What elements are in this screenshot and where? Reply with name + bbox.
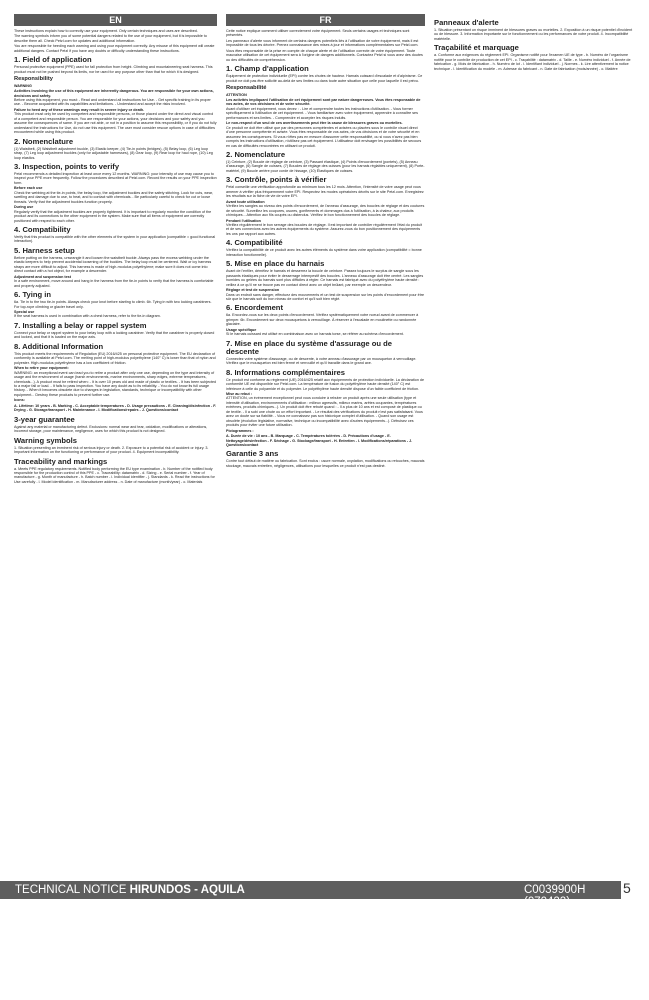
paragraph: WARNING: an exceptional event can lead you to retire a product after only one use, depending on the type and intensity of usage and the environment of usage (harsh environments, marine environments, sharp edges, extreme temperatures, chemicals...). A product must be retired when: - It is over 10 years old and made of plastic or textiles. - It has been subjected to a major fall or load. - It fails to pass inspection. You have any doubt as to its reliability. - You do not know its full usage history. - When it becomes obsolete due to changes in legislation, standards, technique or incompatibility with other equipment... Destroy these products to prevent further use. — [14, 370, 217, 397]
bold-text: When to retire your equipment: — [14, 366, 69, 371]
french-content — [226, 29, 425, 468]
paragraph: Petzl recommends a detailed inspection at least once every 12 months. WARNING: your intensity of use may cause you to inspect your PPE more frequently. Follow the procedures described at Petzl.com. Record the results on your PPE inspection form. — [14, 172, 217, 185]
bold-text: Les activités impliquant l'utilisation de cet équipement sont par nature dangereuses. Vous êtes responsable de vos actes, de vos décisions et de votre sécurité. — [226, 98, 421, 107]
footer-bar — [0, 881, 649, 908]
section-title: Warning symbols — [14, 435, 78, 445]
paragraph: Équipement de protection individuelle (EPI) contre les chutes de hauteur. Harnais cuissard d'escalade et d'alpinisme. Ce produit ne doit pas être sollicité au-delà de ses limites ou dans toute autre situation que celle pour laquelle il est prévu. — [226, 74, 423, 83]
bold-text: A. Durée de vie : 10 ans - B. Marquage - C. Températures tolérées - D. Précautions d'usage - E. Nettoyage/désinfection - F. Séchage - G. Stockage/transport - H. Entretien - I. Modifications/réparations - J. Questions/contact — [226, 434, 413, 447]
paragraph: Petzl conseille une vérification approfondie au minimum tous les 12 mois. Attention, l'intensité de votre usage peut vous amener à vérifier plus fréquemment votre EPI. Respectez les modes opératoires décrits sur le site Petzl.com. Enregistrez les résultats sur la fiche de vie de votre EPI. — [226, 185, 424, 199]
paragraph: Cette notice explique comment utiliser correctement votre équipement. Seuls certains usages et techniques sont présentés. — [226, 29, 410, 38]
french-content-continued — [434, 19, 635, 71]
section-title: Garantie 3 ans — [226, 449, 279, 459]
section-title: 2. Nomenclature — [226, 150, 286, 160]
section-title: 3-year guarantee — [14, 414, 75, 424]
paragraph: The warning symbols inform you of some potential dangers related to the use of your equipment, but it is impossible to describe them all. Check Petzl.com for updates and additional information. — [14, 34, 207, 43]
paragraph: 6a. Tie in to the two tie-in points. Always check your knot before starting to climb. 6b. Tying in with two locking carabiners. For top-rope climbing or glacier travel only. — [14, 300, 212, 309]
section-title: 7. Mise en place du système d'assurage ou de descente — [226, 338, 392, 356]
footer-prefix: TECHNICAL NOTICE — [15, 884, 130, 896]
paragraph: Les panneaux d'alerte vous informent de certains dangers potentiels liés à l'utilisation de votre équipement, mais il est impossible de tous les décrire. Prenez connaissance des mises à jour et informations complémentaires sur Petzl.com. — [226, 38, 419, 48]
subsection-title: Responsabilité — [226, 85, 267, 92]
section-title: 1. Field of application — [14, 55, 92, 65]
paragraph: ATTENTION, un événement exceptionnel peut vous conduire à rebuter un produit après une seule utilisation (type et intensité d'utilisation, environnements d'utilisation : milieux agressifs, milieux marins, arêtes coupantes, températures extrêmes, produits chimiques...). Un produit doit être rebuté quand : - Il a plus de 10 ans et est composé de plastique ou de textile. - Il a subi une chute ou un effort important. - Le résultat des vérifications du produit n'est pas satisfaisant. Vous avez un doute sur sa fiabilité. - Vous ne connaissez pas son historique complet d'utilisation. - Quand son usage est obsolète (évolution législative, normative, technique ou incompatibilité avec d'autres équipements...). Détruisez ces produits pour éviter une future utilisation. — [226, 396, 423, 428]
page-number: 5 — [623, 880, 631, 896]
paragraph: a. Meets PPE regulatory requirements. Notified body performing the EU type examination - b. Number of the notified body responsible for the production control of this PPE - c. Traceability: datamatrix - d. Sizing - e. Serial number - f. Year of manufacture - g. Month of manufacture - h. Batch number - i. Individual identifier - j. Standards - k. Read the instructions for Use carefully - l. Model identification - m. Manufacturer address - n. Date of manufacture (month/year) - o. Materials — [14, 466, 215, 484]
paragraph: This product must only be used by competent and responsible persons, or those placed under the direct and visual control of a competent and responsible person. You are responsible for your actions, your decisions and your safety and you assume the consequences of same. If you are not able, or not in a position to assume this responsibility, or if you do not fully understand the instructions for Use, do not use this equipment. The user must consider rescue options in case of difficulties encountered while using this product. — [14, 112, 217, 135]
section-title: 3. Contrôle, points à vérifier — [226, 175, 327, 185]
subsection-title: Responsibility — [14, 76, 53, 83]
bold-text: WARNING — [14, 83, 32, 88]
language-header-fr: FR — [226, 14, 425, 26]
bold-text: Special use — [14, 309, 35, 314]
paragraph: Before using this equipment, you must: - Read and understand all instructions for Use. - Get specific training in its proper use. - Become acquainted with its capabilities and limitations. - Understand and accept the risks involved. — [14, 98, 211, 107]
bold-text: Usage spécifique — [226, 327, 257, 332]
paragraph: Avant de l'enfiler, démêlez le harnais et desserrez la boucle de ceinture. Passez toujours le surplus de sangle sous les passants élastiques pour éviter le desserrage intempestif des boucles. L'anneau d'assurage doit être centré. Les sangles humides ou gelées du harnais sont plus difficiles à régler. Ce harnais est fabriqué avec du polyéthylène haute densité : veillez à ce qu'il ne se trouve pas en contact direct avec un objet brûlant, par exemple un descendeur. — [226, 269, 424, 287]
bold-text: Mise au rebut : — [226, 391, 253, 396]
section-title: Traçabilité et marquage — [434, 43, 519, 53]
paragraph: Check the webbing at the tie-in points, the belay loop, the adjustment buckles and the safety stitching. Look for cuts, wear, swelling and damage due to use, to heat, and to contact with chemicals... Be particularly careful to check for cut or loose threads. Verify that the adjustment buckles function properly. — [14, 190, 214, 204]
bold-text: Failure to heed any of these warnings may result in severe injury or death. — [14, 107, 145, 112]
bold-text: Adjustment and suspension test — [14, 274, 71, 279]
paragraph: Si le harnais cuissard est utilisé en combinaison avec un harnais torse, se référer au schéma d'encordement. — [226, 332, 404, 337]
paragraph: Ce produit est conforme au règlement (UE) 2016/425 relatif aux équipements de protection individuelle. La déclaration de conformité UE est disponible sur Petzl.com. La température de fusion du polyéthylène haute densité (140° C) est inférieure à celle du polyamide et du polyester. Le polyéthylène haute densité dispose d'un faible coefficient de friction. — [226, 377, 425, 391]
paragraph: Connectez votre système d'assurage, ou de descente, à votre anneau d'assurage par un mousqueton à verrouillage. Vérifiez que le mousqueton est bien fermé et verrouillé et qu'il travaille dans le grand axe. — [226, 356, 417, 366]
section-title: Traceability and markings — [14, 456, 108, 466]
french-column-continued — [434, 16, 635, 72]
bold-text: Activities involving the use of this equipment are inherently dangerous. You are responsible for your own actions, decisions and safety. — [14, 89, 214, 98]
paragraph: Vérifiez la compatibilité de ce produit avec les autres éléments du système dans votre application (compatibilité = bonne interaction fonctionnelle). — [226, 248, 422, 257]
section-title: 4. Compatibility — [14, 225, 71, 234]
paragraph: In a safe environment, move around and hang in the harness from the tie-in points to verify that the harness is comfortable and properly adjusted. — [14, 279, 214, 288]
language-header-en: EN — [14, 14, 217, 26]
bold-text: ATTENTION — [226, 92, 247, 97]
paragraph: Dans un endroit sans danger, effectuez des mouvements et un test de suspension sur les points d'encordement pour être sûr que le harnais soit du bon niveau de confort et qu'il soit bien réglé. — [226, 292, 425, 301]
bold-text: Icons: — [14, 398, 25, 403]
section-title: 3. Inspection, points to verify — [14, 162, 120, 172]
section-title: 2. Nomenclature — [14, 136, 74, 146]
bold-text: Before each use — [14, 186, 43, 191]
bold-text: Avant toute utilisation — [226, 199, 265, 204]
bold-text: Pictogrammes : — [226, 428, 254, 433]
paragraph: Vérifiez les sangles au niveau des points d'encordement, de l'anneau d'assurage, des boucles de réglage et des coutures de sécurité. Surveillez les coupures, usures, gonflements et dommages dus à l'utilisation, à la chaleur, aux produits chimiques... Attention aux fils coupés ou distendus. Vérifiez le bon fonctionnement des boucles de réglage. — [226, 204, 425, 218]
paragraph: Personal protective equipment (PPE) used for fall protection from height. Climbing and mountaineering seat harness. This product must not be pushed beyond its limits, nor be used for any purpose other than that for which it is designed. — [14, 65, 213, 74]
paragraph: If the seat harness is used in combination with a chest harness, refer to the tie-in diagram. — [14, 314, 161, 319]
paragraph: a. Conforme aux exigences du règlement EPI. Organisme notifié pour l'examen UE de type - b. Numéro de l'organisme notifié pour le contrôle de production de cet EPI - c. Traçabilité : datamatrix - d. Taille - e. Numéro individuel - f. Année de fabrication - g. Mois de fabrication - h. Numéro de lot - i. Identifiant individuel - j. Normes - k. Lire attentivement la notice technique - l. Identification du modèle - m. Adresse du fabricant - n. Date de fabrication (mois/année) - o. Matière — [434, 53, 631, 71]
section-title: Panneaux d'alerte — [434, 18, 499, 27]
paragraph: 1. Situation présentant un risque imminent de blessures graves ou mortelles. 2. Exposition à un risque potentiel d'incident ou de blessure. 3. Information importante sur le fonctionnement ou les performances de votre produit. 4. Incompatibilité matérielle. — [434, 28, 633, 41]
french-column — [226, 14, 425, 469]
bold-text: Pendant l'utilisation — [226, 218, 261, 223]
paragraph: Against any material or manufacturing defect. Exclusions: normal wear and tear, oxidation, modifications or alterations, incorrect storage, poor maintenance, negligence, uses for which this product is not designed. — [14, 424, 208, 434]
paragraph: 1. Situation presenting an imminent risk of serious injury or death. 2. Exposure to a potential risk of accident or injury. 3. Important information on the functioning or performance of your product. 4. Equipment incompatibility. — [14, 445, 209, 455]
paragraph: Connect your belay or rappel system to your belay loop with a locking carabiner. Verify that the carabiner is properly closed and locked, and that it is loaded on the major axis. — [14, 330, 215, 340]
footer-document-code: C0039900H (070422) — [524, 884, 586, 908]
section-title: 4. Compatibilité — [226, 238, 283, 248]
paragraph: (1) Ceinture, (2) Boucle de réglage de ceinture, (3) Passant élastique, (4) Points d'encordement (pontets), (5) Anneau d'assurage, (6) Sangle de cuisses, (7) Boucles de réglage des cuisses (pour les harnais réglables uniquement), (8) Porte-matériel, (9) Boucle arrière pour corde de hissage, (10) Élastiques de cuisses. — [226, 160, 425, 173]
bold-text: Le non-respect d'un seul de ces avertissements peut être la cause de blessures graves ou mortelles. — [226, 121, 403, 126]
paragraph: Vérifiez régulièrement le bon serrage des boucles de réglage. Il est important de contrôler régulièrement l'état du produit et de ses connexions avec les autres équipements du système. Assurez-vous du bon positionnement des équipements les uns par rapport aux autres. — [226, 223, 423, 236]
bold-text: Réglage et test de suspension — [226, 288, 280, 293]
footer-title — [15, 884, 245, 896]
section-title: 8. Additional Information — [14, 341, 104, 351]
paragraph: 6a. Encordez-vous sur les deux points d'encordement. Vérifiez systématiquement votre noeud avant de commencer à grimper. 6b. Encordement sur deux mousquetons à verrouillage. À réserver à l'escalade en moulinette ou randonnée glaciaire. — [226, 313, 419, 327]
section-title: 7. Installing a belay or rappel system — [14, 320, 147, 330]
paragraph: Regularly verify that the adjustment buckles are properly tightened. It is important to regularly monitor the condition of the product and its connections to the other equipment in the system. Make sure that all items of equipment are correctly positioned with respect to each other. — [14, 209, 212, 223]
paragraph: Verify that this product is compatible with the other elements of the system in your application (compatible = good functional interaction). — [14, 235, 216, 244]
footer-product-name: HIRUNDOS - AQUILA — [129, 884, 245, 896]
paragraph: Avant d'utiliser cet équipement, vous devez : - Lire et comprendre toutes les instructions d'utilisation. - Vous former spécifiquement à l'utilisation de cet équipement. - Vous familiariser avec votre équipement, apprendre à connaître ses performances et ses limites. - Comprendre et accepter les risques induits. — [226, 106, 418, 120]
bold-text: A. Lifetime: 10 years - B. Marking - C. Acceptable temperatures - D. Usage precautions - E. Cleaning/disinfection - F. Drying - G. Storage/transport - H. Maintenance - I. Modifications/repairs - J. Questions/contact — [14, 403, 217, 413]
section-title: 5. Harness setup — [14, 245, 75, 255]
section-title: 1. Champ d'application — [226, 64, 309, 74]
paragraph: These instructions explain how to correctly use your equipment. Only certain techniques and uses are described. — [14, 29, 198, 33]
paragraph: This product meets the requirements of Regulation (EU) 2016/425 on personal protective equipment. The EU declaration of conformity is available at Petzl.com. The melting point of high-modulus polyethylene (140° C) is lower than that of nylon and polyester. High-modulus polyethylene has a low coefficient of friction. — [14, 351, 216, 365]
section-title: 8. Informations complémentaires — [226, 367, 346, 377]
paragraph: Before putting on the harness, unwrangle it and loosen the waistbelt buckle. Always pass the excess webbing under the elastic keepers to help prevent accidental loosening of the buckles. The belay loop must be centered. Wait or icy harness straps are more difficult to adjust. This harness is made of high-modulus polyethylene; make sure it does not come into direct contact with a hot object, for example a descender. — [14, 255, 212, 274]
paragraph: Vous êtes responsable de la prise en compte de chaque alerte et de l'utilisation correcte de votre équipement. Toute mauvaise utilisation de cet équipement sera à l'origine de dangers additionnels. Contactez Petzl si vous avez des doutes ou des difficultés de compréhension. — [226, 48, 423, 62]
english-content — [14, 29, 217, 484]
bold-text: During use — [14, 205, 34, 210]
section-title: 5. Mise en place du harnais — [226, 259, 325, 269]
paragraph: (1) Waistbelt, (2) Waistbelt adjustment buckle, (3) Elastic keeper, (4) Tie-in points (bridges), (5) Belay loop, (6) Leg loop strap, (7) Leg loop adjustment buckles (only for adjustable harnesses), (8) Gear loop, (9) Rear loop for haul rope, (10) Leg loop elastics. — [14, 146, 213, 160]
section-title: 6. Encordement — [226, 303, 283, 313]
paragraph: Contre tout défaut de matière ou fabrication. Sont exclus : usure normale, oxydation, modifications ou retouches, mauvais stockage, mauvais entretien, négligences, utilisations pour lesquelles ce produit n'est pas destiné. — [226, 459, 425, 468]
paragraph: Ce produit ne doit être utilisé que par des personnes compétentes et avisées ou placées sous le contrôle visuel direct d'une personne compétente et avisée. Vous êtes responsable de vos actes, de vos décisions et de votre sécurité et en assumez les conséquences. Si vous n'êtes pas en mesure d'assumer cette responsabilité, ou si vous n'avez pas bien compris les instructions d'utilisation, n'utilisez pas cet équipement. L'utilisateur doit envisager les possibilités de secours en cas de difficultés rencontrées en utilisant ce produit. — [226, 125, 422, 148]
section-title: 6. Tying in — [14, 290, 51, 300]
paragraph: You are responsible for heeding each warning and using your equipment correctly. Any misuse of this equipment will create additional dangers. Contact Petzl if you have any doubts or difficulty understanding these instructions. — [14, 44, 215, 53]
english-column — [14, 14, 217, 485]
